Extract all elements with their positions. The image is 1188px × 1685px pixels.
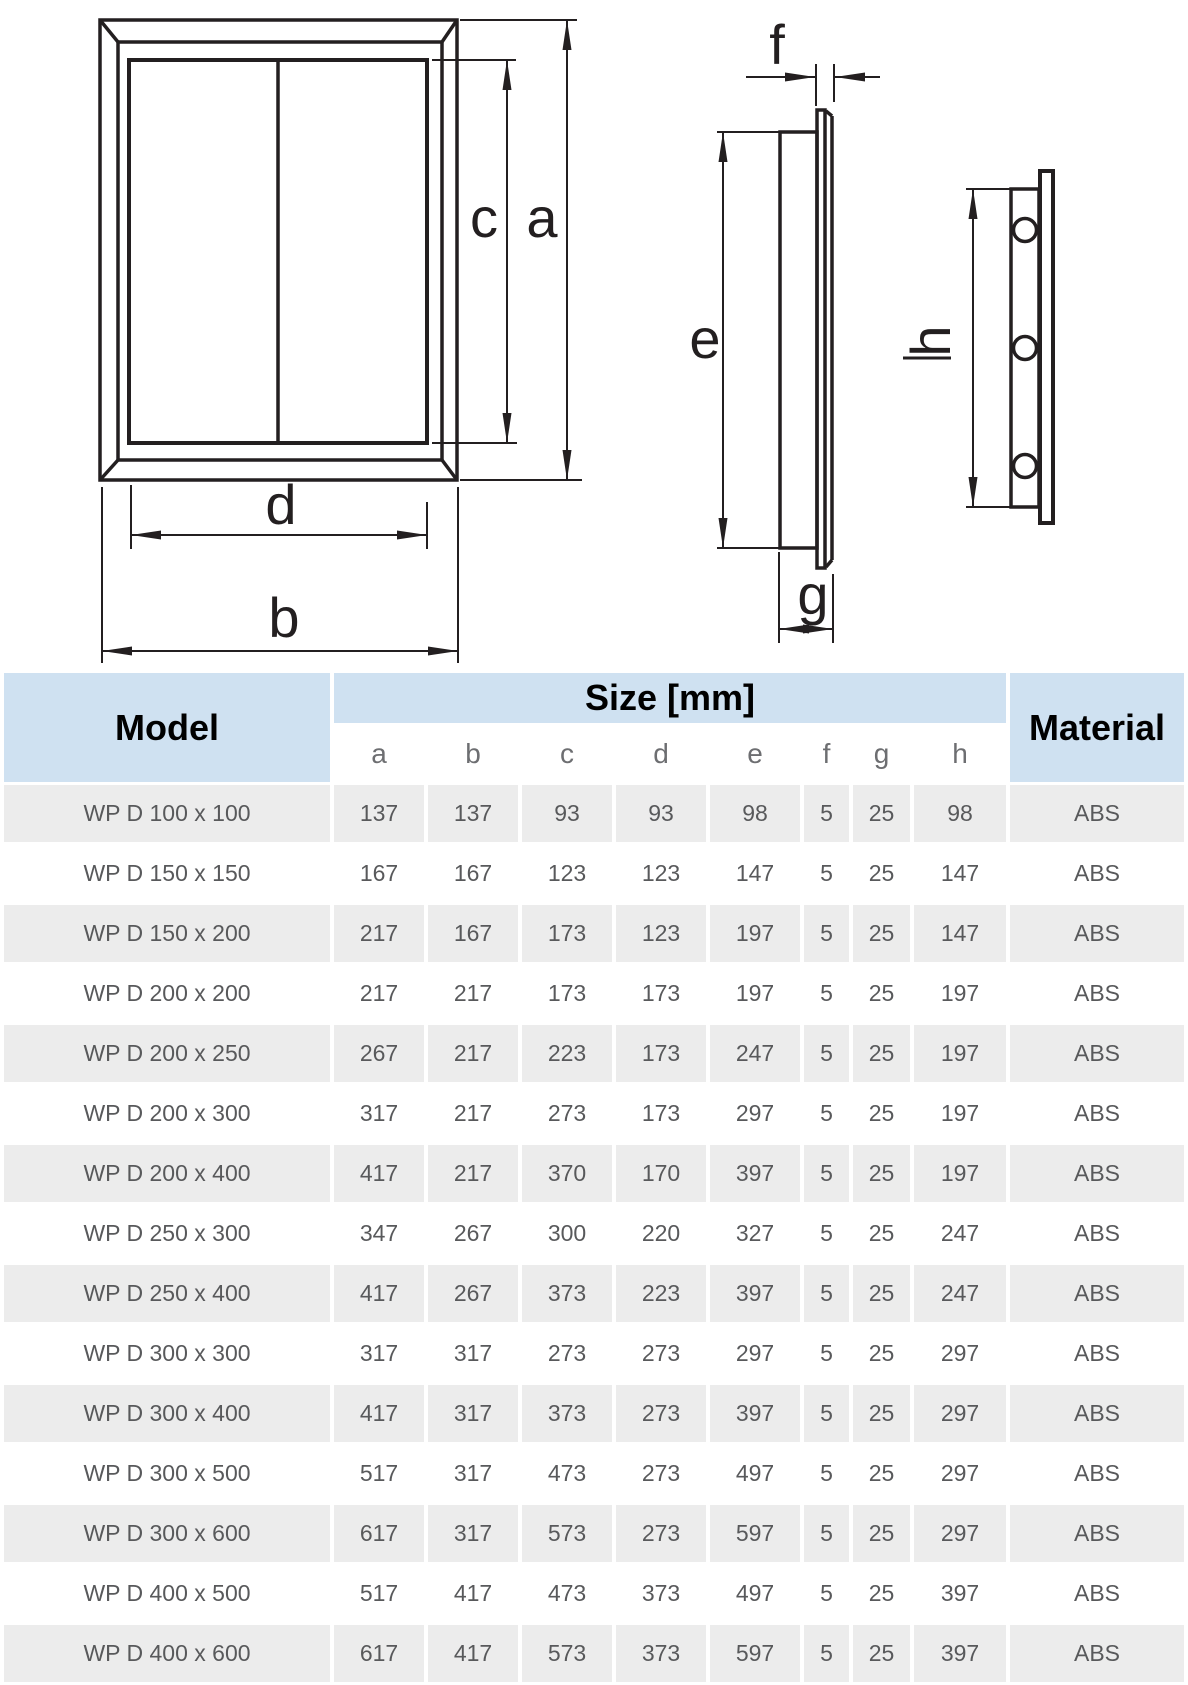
size-d-cell: 173	[616, 965, 706, 1022]
size-b-cell: 417	[428, 1625, 518, 1682]
model-cell: WP D 300 x 400	[4, 1385, 330, 1442]
size-g-cell: 25	[853, 905, 910, 962]
size-h-cell: 247	[914, 1205, 1006, 1262]
material-cell: ABS	[1010, 1385, 1184, 1442]
size-b-cell: 217	[428, 1145, 518, 1202]
size-d-cell: 123	[616, 905, 706, 962]
size-e-cell: 98	[710, 785, 800, 842]
material-cell: ABS	[1010, 845, 1184, 902]
size-a-cell: 217	[334, 965, 424, 1022]
size-e-cell: 247	[710, 1025, 800, 1082]
front-flange	[817, 110, 825, 568]
model-cell: WP D 300 x 500	[4, 1445, 330, 1502]
dim-label-h: h	[899, 325, 962, 357]
size-h-cell: 397	[914, 1565, 1006, 1622]
size-c-cell: 370	[522, 1145, 612, 1202]
size-c-cell: 273	[522, 1325, 612, 1382]
spec-table	[0, 670, 1188, 1685]
table-row	[4, 1445, 1184, 1502]
size-f-cell: 5	[804, 1205, 849, 1262]
dimension-a	[460, 20, 582, 480]
size-e-cell: 597	[710, 1625, 800, 1682]
col-header-model: Model	[4, 673, 330, 782]
clip-side-view-drawing	[899, 171, 1053, 523]
size-h-cell: 297	[914, 1385, 1006, 1442]
dim-label-g: g	[797, 563, 829, 626]
size-c-cell: 93	[522, 785, 612, 842]
dim-label-e: e	[689, 307, 721, 370]
size-c-cell: 173	[522, 965, 612, 1022]
size-b-cell: 317	[428, 1445, 518, 1502]
material-cell: ABS	[1010, 1265, 1184, 1322]
material-cell: ABS	[1010, 1025, 1184, 1082]
material-cell: ABS	[1010, 1205, 1184, 1262]
size-d-cell: 373	[616, 1625, 706, 1682]
size-g-cell: 25	[853, 1565, 910, 1622]
size-h-cell: 297	[914, 1505, 1006, 1562]
table-row	[4, 1625, 1184, 1682]
col-header-e: e	[710, 726, 800, 782]
size-e-cell: 197	[710, 965, 800, 1022]
model-cell: WP D 300 x 300	[4, 1325, 330, 1382]
size-e-cell: 297	[710, 1085, 800, 1142]
size-a-cell: 267	[334, 1025, 424, 1082]
dimension-g	[779, 552, 833, 643]
size-f-cell: 5	[804, 1325, 849, 1382]
size-g-cell: 25	[853, 1505, 910, 1562]
technical-drawing-svg	[0, 0, 1188, 670]
col-header-g: g	[853, 726, 910, 782]
size-a-cell: 347	[334, 1205, 424, 1262]
size-h-cell: 397	[914, 1625, 1006, 1682]
size-h-cell: 197	[914, 965, 1006, 1022]
material-cell: ABS	[1010, 1145, 1184, 1202]
size-g-cell: 25	[853, 845, 910, 902]
size-f-cell: 5	[804, 1505, 849, 1562]
size-g-cell: 25	[853, 785, 910, 842]
size-g-cell: 25	[853, 1325, 910, 1382]
size-c-cell: 123	[522, 845, 612, 902]
size-f-cell: 5	[804, 1265, 849, 1322]
col-header-f: f	[804, 726, 849, 782]
model-cell: WP D 100 x 100	[4, 785, 330, 842]
col-header-h: h	[914, 726, 1006, 782]
size-a-cell: 167	[334, 845, 424, 902]
size-g-cell: 25	[853, 1265, 910, 1322]
size-e-cell: 147	[710, 845, 800, 902]
size-b-cell: 317	[428, 1325, 518, 1382]
size-d-cell: 93	[616, 785, 706, 842]
col-header-b: b	[428, 726, 518, 782]
size-e-cell: 297	[710, 1325, 800, 1382]
material-cell: ABS	[1010, 1085, 1184, 1142]
size-h-cell: 197	[914, 1145, 1006, 1202]
size-a-cell: 617	[334, 1625, 424, 1682]
dim-label-a: a	[526, 186, 558, 249]
size-c-cell: 573	[522, 1505, 612, 1562]
model-cell: WP D 400 x 600	[4, 1625, 330, 1682]
size-g-cell: 25	[853, 1625, 910, 1682]
size-a-cell: 417	[334, 1145, 424, 1202]
size-h-cell: 247	[914, 1265, 1006, 1322]
size-h-cell: 147	[914, 905, 1006, 962]
model-cell: WP D 200 x 200	[4, 965, 330, 1022]
size-c-cell: 473	[522, 1565, 612, 1622]
size-a-cell: 517	[334, 1445, 424, 1502]
size-d-cell: 170	[616, 1145, 706, 1202]
table-row	[4, 1145, 1184, 1202]
size-a-cell: 217	[334, 905, 424, 962]
size-e-cell: 197	[710, 905, 800, 962]
side-view-drawing	[689, 13, 880, 643]
size-f-cell: 5	[804, 845, 849, 902]
size-c-cell: 300	[522, 1205, 612, 1262]
table-row	[4, 965, 1184, 1022]
clip-holes	[1014, 219, 1037, 478]
size-b-cell: 217	[428, 965, 518, 1022]
size-d-cell: 220	[616, 1205, 706, 1262]
table-row	[4, 1085, 1184, 1142]
size-g-cell: 25	[853, 1445, 910, 1502]
spec-table-body	[4, 785, 1184, 1682]
size-g-cell: 25	[853, 1085, 910, 1142]
panel-inner-frame	[118, 42, 442, 460]
table-row	[4, 1025, 1184, 1082]
size-f-cell: 5	[804, 1085, 849, 1142]
size-h-cell: 197	[914, 1085, 1006, 1142]
size-f-cell: 5	[804, 1625, 849, 1682]
size-h-cell: 197	[914, 1025, 1006, 1082]
table-row	[4, 785, 1184, 842]
size-g-cell: 25	[853, 1025, 910, 1082]
col-header-a: a	[334, 726, 424, 782]
size-b-cell: 317	[428, 1505, 518, 1562]
model-cell: WP D 300 x 600	[4, 1505, 330, 1562]
model-cell: WP D 250 x 300	[4, 1205, 330, 1262]
sleeve-body	[780, 132, 817, 548]
dimension-e	[689, 132, 817, 548]
model-cell: WP D 150 x 150	[4, 845, 330, 902]
size-g-cell: 25	[853, 1145, 910, 1202]
table-row	[4, 1325, 1184, 1382]
size-c-cell: 473	[522, 1445, 612, 1502]
dim-label-f: f	[769, 13, 785, 76]
material-cell: ABS	[1010, 1325, 1184, 1382]
size-e-cell: 497	[710, 1445, 800, 1502]
front-view-drawing	[100, 20, 582, 663]
size-e-cell: 397	[710, 1145, 800, 1202]
size-h-cell: 147	[914, 845, 1006, 902]
dim-label-d: d	[265, 473, 297, 536]
size-c-cell: 373	[522, 1385, 612, 1442]
col-header-c: c	[522, 726, 612, 782]
size-f-cell: 5	[804, 1445, 849, 1502]
size-a-cell: 317	[334, 1085, 424, 1142]
size-b-cell: 267	[428, 1265, 518, 1322]
size-a-cell: 137	[334, 785, 424, 842]
size-b-cell: 137	[428, 785, 518, 842]
material-cell: ABS	[1010, 905, 1184, 962]
table-row	[4, 1385, 1184, 1442]
size-c-cell: 373	[522, 1265, 612, 1322]
size-g-cell: 25	[853, 965, 910, 1022]
table-row	[4, 905, 1184, 962]
size-c-cell: 173	[522, 905, 612, 962]
table-row	[4, 845, 1184, 902]
size-e-cell: 397	[710, 1385, 800, 1442]
size-b-cell: 217	[428, 1085, 518, 1142]
size-d-cell: 273	[616, 1505, 706, 1562]
dimension-d	[131, 473, 427, 549]
size-d-cell: 273	[616, 1385, 706, 1442]
size-h-cell: 98	[914, 785, 1006, 842]
size-b-cell: 267	[428, 1205, 518, 1262]
size-g-cell: 25	[853, 1385, 910, 1442]
size-c-cell: 273	[522, 1085, 612, 1142]
material-cell: ABS	[1010, 1565, 1184, 1622]
size-f-cell: 5	[804, 1145, 849, 1202]
size-a-cell: 417	[334, 1265, 424, 1322]
size-d-cell: 173	[616, 1085, 706, 1142]
door-edge-profile	[826, 111, 832, 567]
model-cell: WP D 150 x 200	[4, 905, 330, 962]
dimension-diagrams	[0, 0, 1188, 670]
size-e-cell: 397	[710, 1265, 800, 1322]
table-row	[4, 1265, 1184, 1322]
table-row	[4, 1205, 1184, 1262]
size-b-cell: 167	[428, 845, 518, 902]
size-d-cell: 273	[616, 1445, 706, 1502]
model-cell: WP D 200 x 250	[4, 1025, 330, 1082]
size-d-cell: 223	[616, 1265, 706, 1322]
table-row	[4, 1565, 1184, 1622]
table-row	[4, 1505, 1184, 1562]
material-cell: ABS	[1010, 965, 1184, 1022]
col-header-d: d	[616, 726, 706, 782]
dim-label-c: c	[470, 186, 498, 249]
size-a-cell: 617	[334, 1505, 424, 1562]
model-cell: WP D 200 x 300	[4, 1085, 330, 1142]
size-d-cell: 123	[616, 845, 706, 902]
size-a-cell: 417	[334, 1385, 424, 1442]
size-c-cell: 573	[522, 1625, 612, 1682]
model-cell: WP D 400 x 500	[4, 1565, 330, 1622]
size-b-cell: 217	[428, 1025, 518, 1082]
material-cell: ABS	[1010, 1505, 1184, 1562]
size-b-cell: 167	[428, 905, 518, 962]
material-cell: ABS	[1010, 785, 1184, 842]
material-cell: ABS	[1010, 1625, 1184, 1682]
model-cell: WP D 200 x 400	[4, 1145, 330, 1202]
material-cell: ABS	[1010, 1445, 1184, 1502]
dimension-h	[899, 189, 1039, 507]
size-f-cell: 5	[804, 1385, 849, 1442]
dimension-c	[432, 60, 517, 443]
size-e-cell: 497	[710, 1565, 800, 1622]
size-f-cell: 5	[804, 1565, 849, 1622]
size-d-cell: 173	[616, 1025, 706, 1082]
size-h-cell: 297	[914, 1325, 1006, 1382]
size-h-cell: 297	[914, 1445, 1006, 1502]
size-d-cell: 273	[616, 1325, 706, 1382]
size-g-cell: 25	[853, 1205, 910, 1262]
size-f-cell: 5	[804, 1025, 849, 1082]
model-cell: WP D 250 x 400	[4, 1265, 330, 1322]
col-header-material: Material	[1010, 673, 1184, 782]
size-e-cell: 327	[710, 1205, 800, 1262]
size-f-cell: 5	[804, 965, 849, 1022]
clip-flange	[1040, 171, 1053, 523]
dim-label-b: b	[268, 586, 300, 649]
table-header-row-1	[4, 673, 1184, 723]
size-e-cell: 597	[710, 1505, 800, 1562]
size-f-cell: 5	[804, 905, 849, 962]
dimension-f	[746, 13, 880, 106]
size-d-cell: 373	[616, 1565, 706, 1622]
size-b-cell: 317	[428, 1385, 518, 1442]
size-a-cell: 317	[334, 1325, 424, 1382]
size-a-cell: 517	[334, 1565, 424, 1622]
col-header-size: Size [mm]	[334, 673, 1006, 723]
size-c-cell: 223	[522, 1025, 612, 1082]
size-f-cell: 5	[804, 785, 849, 842]
size-b-cell: 417	[428, 1565, 518, 1622]
